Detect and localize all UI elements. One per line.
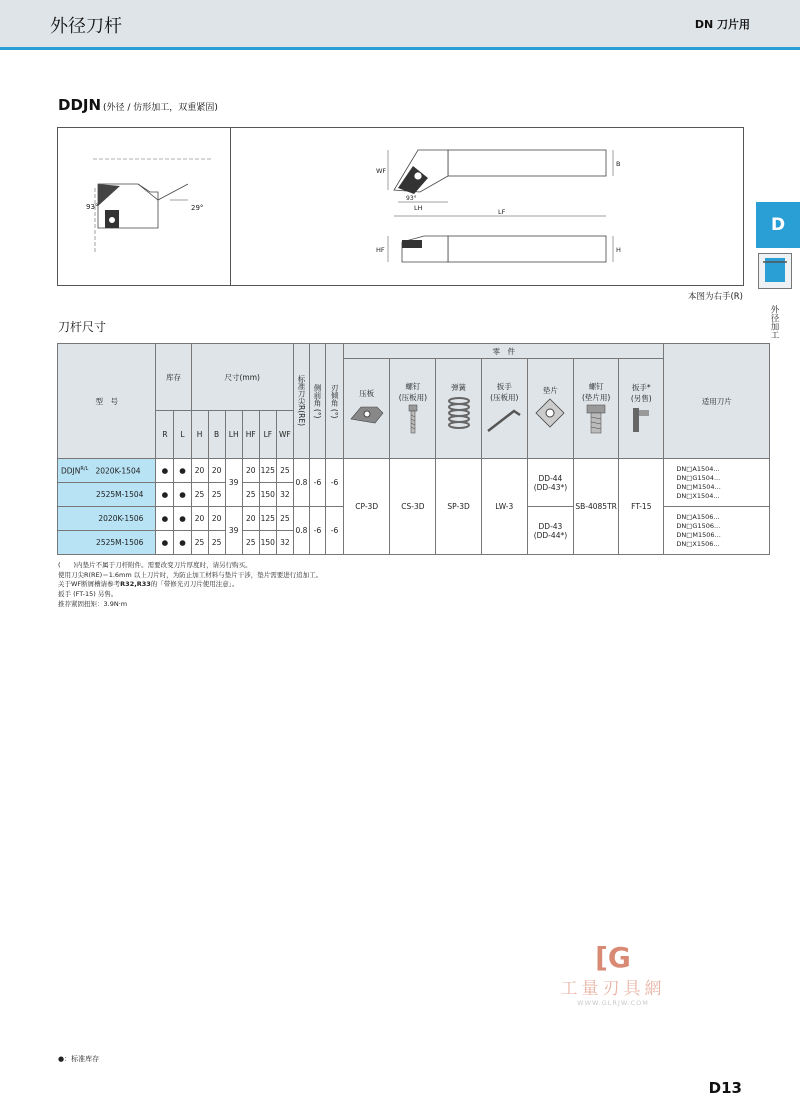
dim-h: H (616, 246, 621, 254)
watermark-logo-icon: [G (595, 941, 631, 974)
note-line: 使用刀尖R(RE)＝1.6mm 以上刀片时，为防止加工材料与垫片干涉，垫片需要进行追加工。 (58, 570, 323, 579)
shim-icon (533, 396, 567, 430)
stock-r: ● (156, 459, 174, 483)
model-cell: $DDJN^{R/L}$ 2020K-1504 (58, 459, 156, 483)
note-line: ( )内垫片不属于刀杆附件。需要改变刀片厚度时，请另行购买。 (58, 561, 252, 569)
dim-h-cell: 20 (191, 507, 208, 531)
watermark (538, 941, 688, 1007)
dim-lf-cell: 125 (259, 459, 276, 483)
hex-wrench-icon (484, 403, 524, 435)
screw-part-cell: CS-3D (390, 459, 436, 555)
dim-h-cell: 20 (191, 459, 208, 483)
note-line: 扳手 (FT-15) 另售。 (58, 590, 118, 599)
th-clamp: 压板 (344, 359, 390, 459)
model-cell: 2525M-1506 (58, 531, 156, 555)
cutting-angle-diagram (58, 128, 230, 285)
model-cell: 2020K-1506 (58, 507, 156, 531)
header-title: 外径刀杆 (50, 16, 122, 37)
th-l: L (174, 411, 191, 459)
dim-hf-cell: 20 (242, 507, 259, 531)
dim-h-cell: 25 (191, 531, 208, 555)
dim-lh: LH (414, 204, 423, 212)
model-cell: 2525M-1504 (58, 483, 156, 507)
stock-r: ● (156, 483, 174, 507)
dim-lh-cell: 39 (225, 459, 242, 507)
dim-hf-cell: 20 (242, 459, 259, 483)
th-r: R (156, 411, 174, 459)
th-lh: LH (225, 411, 242, 459)
section-title (58, 96, 218, 114)
watermark-text: 工量刃具網 (560, 979, 666, 999)
shim-part-cell: DD-43 (DD-44*) (527, 507, 573, 555)
shim-screw-icon (584, 403, 608, 435)
dim-wf-cell: 25 (276, 459, 293, 483)
table-title: 刀杆尺寸 (58, 320, 107, 334)
blades-cell: DN□A1504... DN□G1504... DN□M1504... DN□X1504... (664, 459, 770, 507)
dim-b: B (616, 160, 621, 168)
th-nose-radius: 标准刀尖R(RE) (293, 344, 309, 459)
wrench-part-cell: LW-3 (481, 459, 527, 555)
re-cell: 0.8 (293, 507, 309, 555)
holder-dimension-table (57, 343, 770, 555)
table-notes (58, 561, 322, 610)
stock-l: ● (174, 531, 191, 555)
spring-icon (445, 393, 473, 433)
turning-icon (758, 253, 792, 289)
stock-l: ● (174, 459, 191, 483)
dim-wf: WF (376, 167, 387, 175)
blades-cell: DN□A1506... DN□G1506... DN□M1506... DN□X1506... (664, 507, 770, 555)
th-shim: 垫片 (527, 359, 573, 459)
th-hf: HF (242, 411, 259, 459)
th-model: 型 号 (58, 344, 156, 459)
drawing-divider (230, 128, 231, 285)
dim-lf-cell: 150 (259, 483, 276, 507)
stock-r: ● (156, 507, 174, 531)
angle-29-label: 29° (191, 204, 204, 212)
chapter-tab[interactable]: D (756, 202, 800, 248)
table-row (58, 459, 770, 483)
th-wrench-sold-separately: 扳手* (另售) (619, 359, 664, 459)
th-size: 尺寸(mm) (191, 344, 293, 411)
dim-h-cell: 25 (191, 483, 208, 507)
header-insert-type: DN 刀片用 (694, 18, 750, 31)
dim-b-cell: 20 (208, 507, 225, 531)
dim-lf-cell: 150 (259, 531, 276, 555)
incl-angle-cell: -6 (326, 459, 344, 507)
dim-lf-cell: 125 (259, 507, 276, 531)
th-incl-angle: 刃倾角 (°) (326, 344, 344, 459)
dim-b-cell: 25 (208, 483, 225, 507)
chapter-label: 外径加工 (769, 305, 779, 339)
stock-r: ● (156, 531, 174, 555)
dim-angle-93: 93° (406, 195, 417, 202)
th-b: B (208, 411, 225, 459)
th-parts: 零 件 (344, 344, 664, 359)
note-line: 推荐紧固扭矩：3.9N·m (58, 599, 128, 608)
note-line: 关于WF断屑槽请参考R32,R33的「带修光刃刀片使用注意」。 (58, 580, 239, 589)
stock-l: ● (174, 507, 191, 531)
clamp-part-cell: CP-3D (344, 459, 390, 555)
th-lf: LF (259, 411, 276, 459)
section-subtitle: (外径 / 仿形加工，双重紧固) (103, 103, 218, 113)
torx-wrench-icon (629, 404, 653, 434)
angle-93-label: 93° (86, 203, 99, 211)
th-wrench: 扳手 (压板用) (481, 359, 527, 459)
stock-legend: ●：标准库存 (58, 1055, 100, 1063)
shim-part-cell: DD-44 (DD-43*) (527, 459, 573, 507)
dim-hf-cell: 25 (242, 483, 259, 507)
dim-wf-cell: 32 (276, 483, 293, 507)
side-angle-cell: -6 (309, 507, 325, 555)
tool-drawing-box (57, 127, 744, 286)
dim-hf: HF (376, 246, 385, 254)
page-number: D13 (708, 1079, 742, 1097)
dim-b-cell: 25 (208, 531, 225, 555)
screw-icon (403, 403, 423, 435)
th-blades: 适用刀片 (664, 344, 770, 459)
re-cell: 0.8 (293, 459, 309, 507)
shim-screw-part-cell: SB-4085TR (574, 459, 619, 555)
dim-lf: LF (498, 208, 506, 216)
side-angle-cell: -6 (309, 459, 325, 507)
th-side-angle: 侧前角 (°) (309, 344, 325, 459)
spring-part-cell: SP-3D (436, 459, 481, 555)
th-h: H (191, 411, 208, 459)
dim-lh-cell: 39 (225, 507, 242, 555)
th-screw: 螺钉 (压板用) (390, 359, 436, 459)
th-stock: 库存 (156, 344, 191, 411)
dim-wf-cell: 25 (276, 507, 293, 531)
watermark-url: WWW.GLRJW.COM (577, 999, 649, 1007)
holder-dimension-diagram (358, 128, 621, 285)
th-spring: 弹簧 (436, 359, 481, 459)
th-wf: WF (276, 411, 293, 459)
wrench2-part-cell: FT-15 (619, 459, 664, 555)
incl-angle-cell: -6 (326, 507, 344, 555)
stock-l: ● (174, 483, 191, 507)
figure-note: 本图为右手(R) (687, 292, 743, 302)
section-code: DDJN (58, 96, 102, 114)
dim-wf-cell: 32 (276, 531, 293, 555)
dim-b-cell: 20 (208, 459, 225, 483)
clamp-icon (347, 399, 387, 427)
dim-hf-cell: 25 (242, 531, 259, 555)
th-shim-screw: 螺钉 (垫片用) (574, 359, 619, 459)
page-header (0, 0, 800, 50)
